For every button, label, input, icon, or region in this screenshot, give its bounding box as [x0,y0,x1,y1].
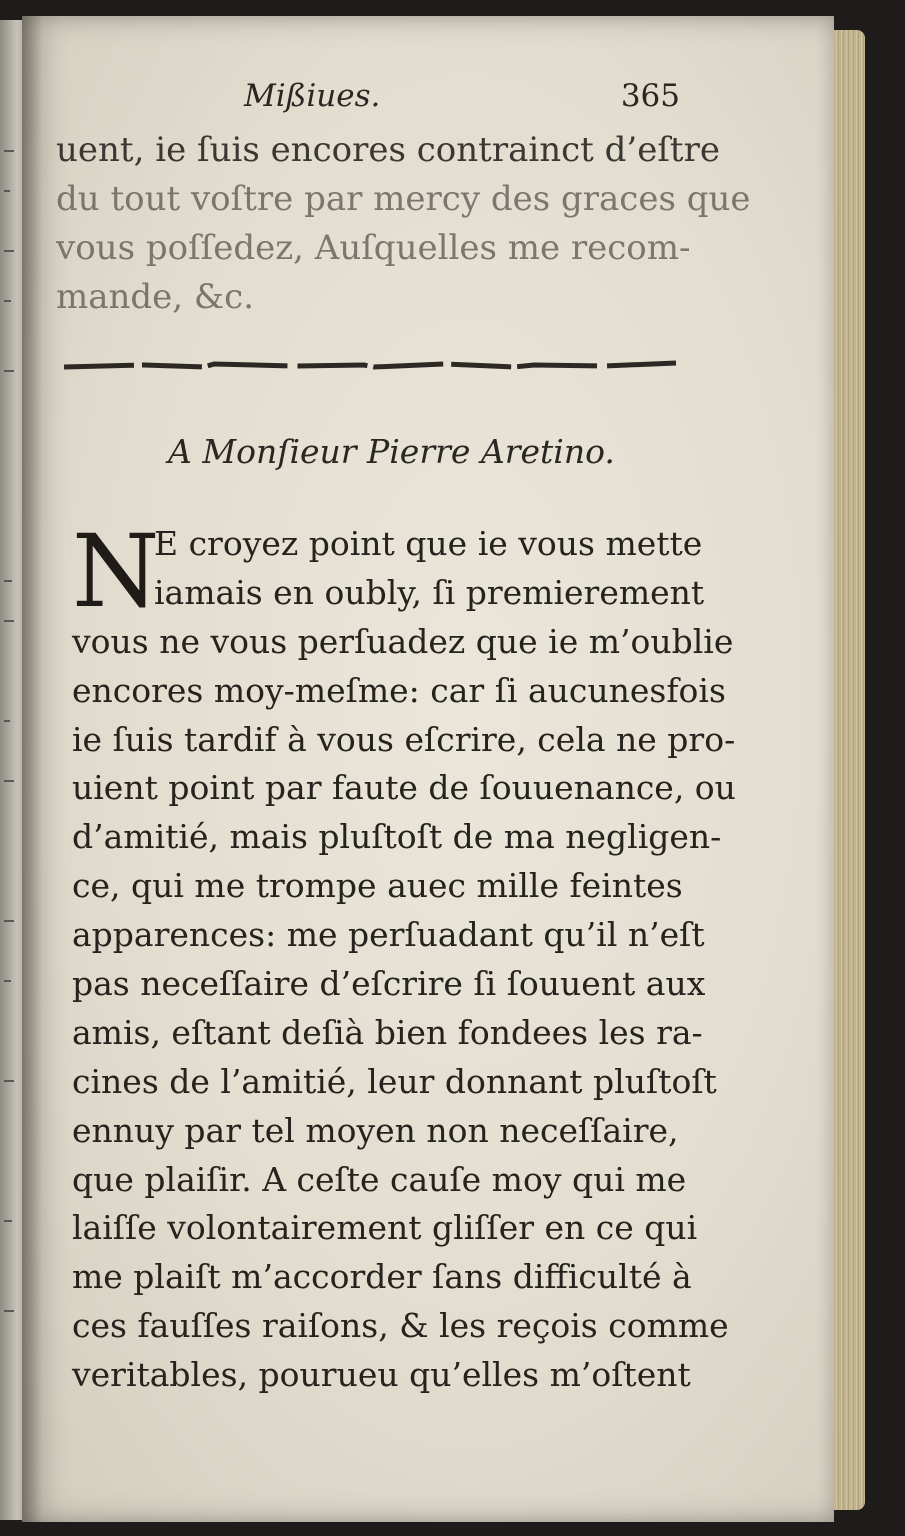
drop-cap: N [72,513,160,630]
continuation-line: mande, &c. [56,277,255,317]
gutter-shadow [22,16,42,1522]
letter-line: ennuy par tel moyen non neceſſaire, [72,1110,679,1150]
letter-line: que plaiſir. A ceſte cauſe moy qui me [72,1159,687,1199]
continuation-paragraph [56,126,750,322]
page-header [240,78,680,124]
letter-line: encores moy-meſme: car ſi aucunesfois [72,670,726,710]
running-title: Mißiues. [244,78,381,114]
letter-line: pas neceſſaire d’eſcrire ſi ſouuent aux [72,964,706,1004]
letter-line: ce, qui me trompe auec mille feintes [72,866,683,906]
letter-line: E croyez point que ie vous mette [154,524,703,563]
letter-line: me plaiſt m’accorder ſans difficulté à [72,1257,692,1297]
letter-line: laiſſe volontairement gliſſer en ce qui [72,1208,698,1248]
continuation-line: vous poſſedez, Auſquelles me recom- [56,228,691,268]
letter-line: ie ſuis tardif à vous eſcrire, cela ne pro- [72,719,736,759]
letter-line: cines de l’amitié, leur donnant pluſtoſt [72,1061,717,1101]
letter-line: apparences: me perſuadant qu’il n’eſt [72,915,705,955]
letter-body [72,513,736,1400]
letter-line: uient point par faute de ſouuenance, ou [72,768,736,808]
continuation-line: du tout voſtre par mercy des graces que [56,179,751,219]
page-number: 365 [620,78,680,114]
letter-line: d’amitié, mais pluſtoſt de ma negligen- [72,817,722,857]
letter-heading: A Monſieur Pierre Aretino. [168,432,615,471]
letter-line: amis, eſtant deſià bien fondees les ra- [72,1012,703,1052]
decorative-rule [64,358,676,374]
letter-line: veritables, pourueu qu’elles m’oſtent [72,1355,691,1395]
letter-line: iamais en oubly, ſi premierement [154,572,705,612]
letter-line: vous ne vous perſuadez que ie m’oublie [72,621,734,661]
letter-line: ces fauſſes raiſons, & les reçois comme [72,1306,729,1346]
continuation-line: uent, ie ſuis encores contrainct d’eſtre [56,130,720,170]
